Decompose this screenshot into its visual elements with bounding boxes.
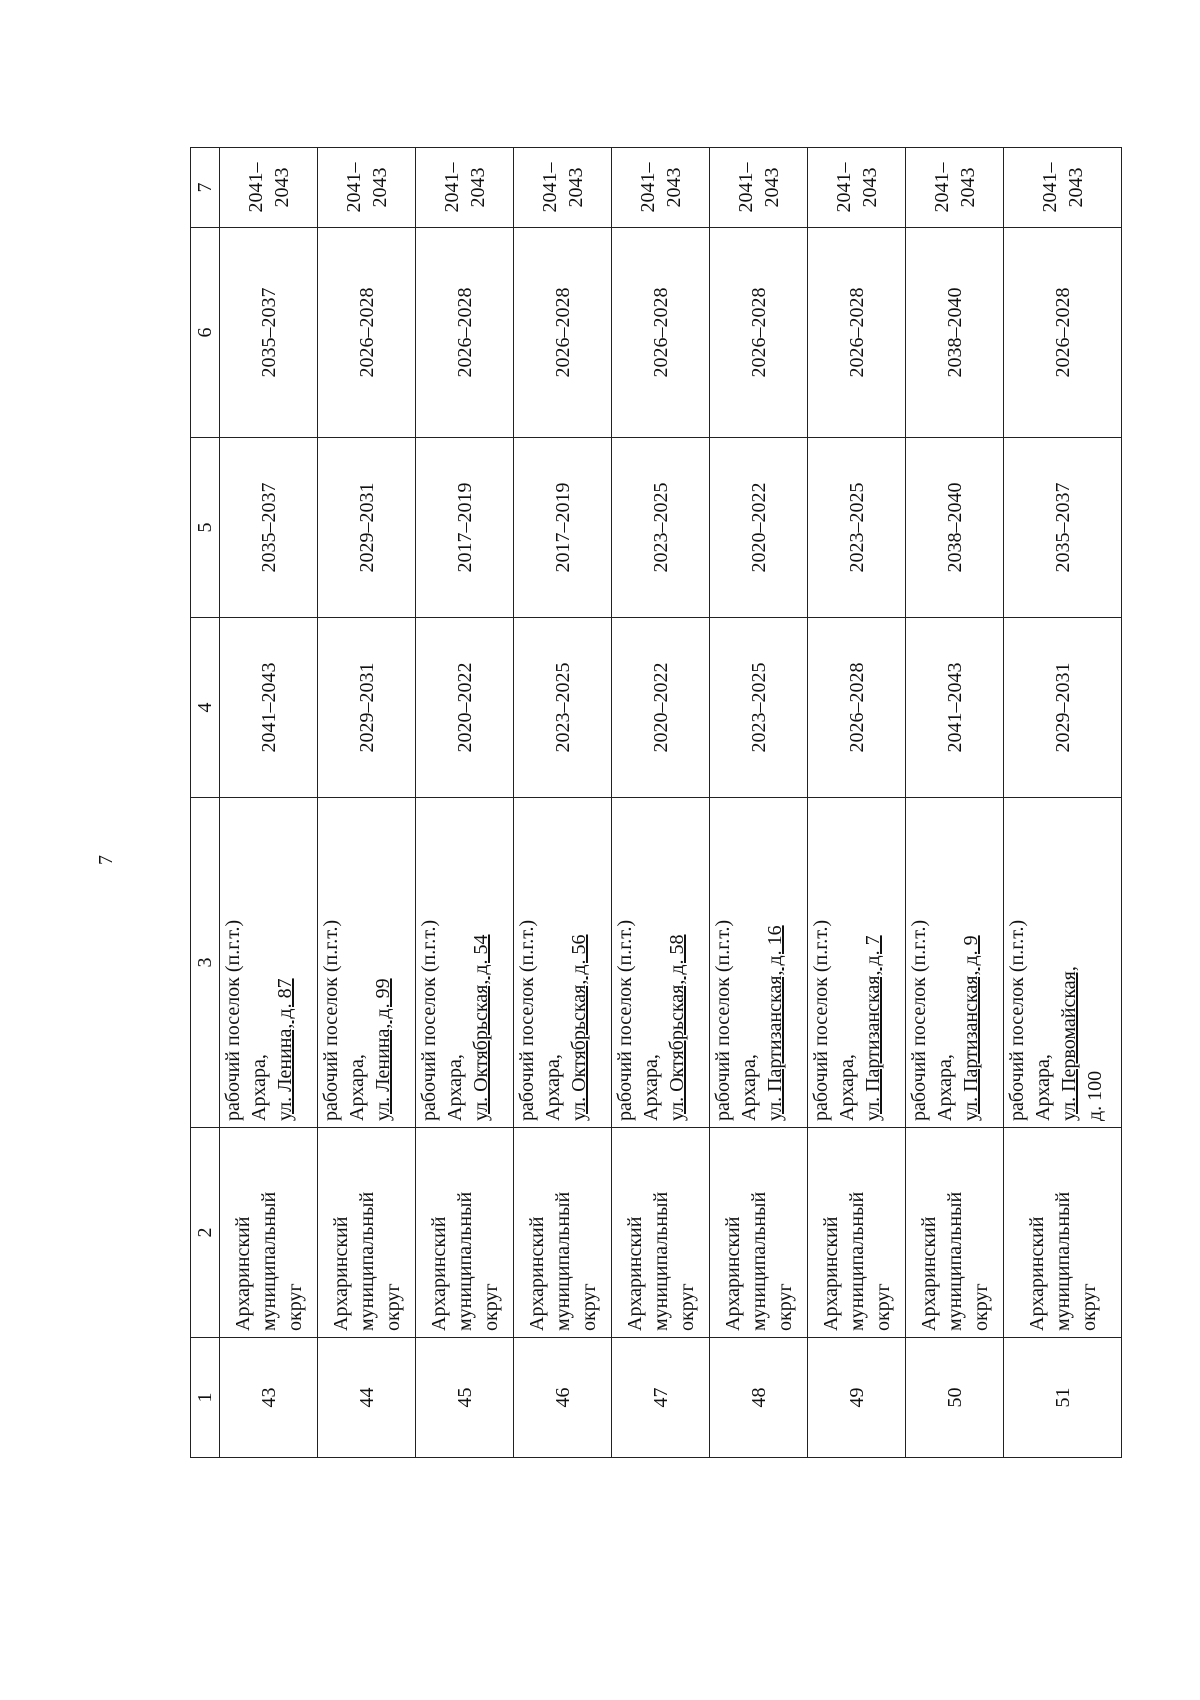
register-table <box>190 147 1122 1458</box>
address-line: ул. Октябрьская, д. 58 <box>666 934 688 1121</box>
district-line: муниципальный <box>551 1191 574 1331</box>
period-col-5: 2020–2022 <box>710 438 808 618</box>
address-cell <box>906 798 1004 1128</box>
table-row <box>612 148 710 1458</box>
address-line: ул. Октябрьская, д. 54 <box>470 934 492 1121</box>
period-col-5: 2035–2037 <box>1004 438 1122 618</box>
district-cell <box>220 1128 318 1338</box>
district-cell <box>1004 1128 1122 1338</box>
district-line: муниципальный <box>649 1191 672 1331</box>
district-line: Архаринский <box>623 1216 646 1331</box>
address-line: Архара, <box>346 1054 368 1121</box>
period-col-5: 2017–2019 <box>416 438 514 618</box>
row-number: 48 <box>710 1338 808 1458</box>
row-number: 46 <box>514 1338 612 1458</box>
row-number: 51 <box>1004 1338 1122 1458</box>
address-line: ул. Партизанская, д. 7 <box>862 935 884 1121</box>
address-line: ул. Ленина, д. 87 <box>274 978 296 1121</box>
period-col-7: 2041–2043 <box>416 148 514 228</box>
address-line: Архара, <box>1032 1054 1054 1121</box>
period-col-4: 2041–2043 <box>220 618 318 798</box>
district-line: округ <box>283 1283 306 1331</box>
period-col-7: 2041–2043 <box>710 148 808 228</box>
table-row <box>514 148 612 1458</box>
address-line: Архара, <box>738 1054 760 1121</box>
column-header-5: 5 <box>191 438 220 618</box>
period-col-6: 2026–2028 <box>318 228 416 438</box>
address-line: рабочий поселок (п.г.т.) <box>222 919 244 1121</box>
table-row <box>710 148 808 1458</box>
period-col-6: 2026–2028 <box>808 228 906 438</box>
district-cell <box>514 1128 612 1338</box>
row-number: 47 <box>612 1338 710 1458</box>
period-col-7: 2041–2043 <box>220 148 318 228</box>
row-number: 49 <box>808 1338 906 1458</box>
address-line: д. 100 <box>1084 1070 1106 1121</box>
district-cell <box>318 1128 416 1338</box>
district-line: округ <box>969 1283 992 1331</box>
district-line: округ <box>1077 1283 1100 1331</box>
row-number: 50 <box>906 1338 1004 1458</box>
address-cell <box>318 798 416 1128</box>
period-col-6: 2026–2028 <box>1004 228 1122 438</box>
address-line: Архара, <box>248 1054 270 1121</box>
address-line: ул. Первомайская, <box>1058 966 1080 1121</box>
period-col-6: 2026–2028 <box>514 228 612 438</box>
district-line: Архаринский <box>525 1216 548 1331</box>
period-col-7: 2041–2043 <box>612 148 710 228</box>
period-col-5: 2029–2031 <box>318 438 416 618</box>
column-header-7: 7 <box>191 148 220 228</box>
period-col-5: 2023–2025 <box>612 438 710 618</box>
period-col-6: 2026–2028 <box>710 228 808 438</box>
row-number: 45 <box>416 1338 514 1458</box>
address-line: ул. Партизанская, д. 16 <box>764 925 786 1121</box>
address-line: ул. Партизанская, д. 9 <box>960 935 982 1121</box>
address-line: Архара, <box>934 1054 956 1121</box>
address-cell <box>514 798 612 1128</box>
column-header-2: 2 <box>191 1128 220 1338</box>
district-line: муниципальный <box>1051 1191 1074 1331</box>
address-line: рабочий поселок (п.г.т.) <box>516 919 538 1121</box>
address-cell <box>220 798 318 1128</box>
period-col-7: 2041–2043 <box>808 148 906 228</box>
period-col-4: 2020–2022 <box>416 618 514 798</box>
district-cell <box>612 1128 710 1338</box>
address-line: рабочий поселок (п.г.т.) <box>320 919 342 1121</box>
district-line: муниципальный <box>355 1191 378 1331</box>
district-line: Архаринский <box>427 1216 450 1331</box>
address-cell <box>612 798 710 1128</box>
table-row <box>906 148 1004 1458</box>
address-cell <box>710 798 808 1128</box>
period-col-7: 2041–2043 <box>318 148 416 228</box>
address-line: Архара, <box>836 1054 858 1121</box>
address-line: рабочий поселок (п.г.т.) <box>1006 919 1028 1121</box>
address-line: рабочий поселок (п.г.т.) <box>418 919 440 1121</box>
district-cell <box>416 1128 514 1338</box>
period-col-7: 2041–2043 <box>514 148 612 228</box>
column-header-6: 6 <box>191 228 220 438</box>
table-row <box>1004 148 1122 1458</box>
period-col-7: 2041–2043 <box>1004 148 1122 228</box>
period-col-7: 2041–2043 <box>906 148 1004 228</box>
district-line: Архаринский <box>231 1216 254 1331</box>
row-number: 44 <box>318 1338 416 1458</box>
address-line: ул. Октябрьская, д. 56 <box>568 934 590 1121</box>
address-cell <box>1004 798 1122 1128</box>
address-line: рабочий поселок (п.г.т.) <box>614 919 636 1121</box>
district-line: муниципальный <box>257 1191 280 1331</box>
district-line: округ <box>577 1283 600 1331</box>
address-line: ул. Ленина, д. 99 <box>372 978 394 1121</box>
period-col-4: 2029–2031 <box>1004 618 1122 798</box>
address-line: Архара, <box>640 1054 662 1121</box>
period-col-4: 2020–2022 <box>612 618 710 798</box>
address-line: Архара, <box>542 1054 564 1121</box>
period-col-5: 2023–2025 <box>808 438 906 618</box>
district-line: Архаринский <box>819 1216 842 1331</box>
address-line: рабочий поселок (п.г.т.) <box>908 919 930 1121</box>
address-cell <box>808 798 906 1128</box>
column-header-4: 4 <box>191 618 220 798</box>
address-line: рабочий поселок (п.г.т.) <box>810 919 832 1121</box>
address-line: Архара, <box>444 1054 466 1121</box>
period-col-4: 2029–2031 <box>318 618 416 798</box>
district-line: муниципальный <box>943 1191 966 1331</box>
district-line: Архаринский <box>721 1216 744 1331</box>
register-table-container <box>190 148 1120 1458</box>
period-col-6: 2026–2028 <box>612 228 710 438</box>
address-cell <box>416 798 514 1128</box>
district-line: округ <box>773 1283 796 1331</box>
district-line: округ <box>479 1283 502 1331</box>
period-col-4: 2026–2028 <box>808 618 906 798</box>
district-line: муниципальный <box>845 1191 868 1331</box>
period-col-4: 2041–2043 <box>906 618 1004 798</box>
table-body <box>220 148 1122 1458</box>
period-col-6: 2038–2040 <box>906 228 1004 438</box>
table-row <box>220 148 318 1458</box>
period-col-5: 2035–2037 <box>220 438 318 618</box>
table-row <box>318 148 416 1458</box>
district-line: округ <box>381 1283 404 1331</box>
district-line: муниципальный <box>747 1191 770 1331</box>
column-header-3: 3 <box>191 798 220 1128</box>
column-header-1: 1 <box>191 1338 220 1458</box>
address-line: рабочий поселок (п.г.т.) <box>712 919 734 1121</box>
page-number: 7 <box>95 855 117 865</box>
period-col-6: 2026–2028 <box>416 228 514 438</box>
district-line: Архаринский <box>917 1216 940 1331</box>
period-col-5: 2017–2019 <box>514 438 612 618</box>
column-number-row <box>191 148 220 1458</box>
district-line: Архаринский <box>329 1216 352 1331</box>
period-col-4: 2023–2025 <box>710 618 808 798</box>
district-line: муниципальный <box>453 1191 476 1331</box>
period-col-4: 2023–2025 <box>514 618 612 798</box>
period-col-5: 2038–2040 <box>906 438 1004 618</box>
table-row <box>808 148 906 1458</box>
district-cell <box>808 1128 906 1338</box>
period-col-6: 2035–2037 <box>220 228 318 438</box>
district-cell <box>710 1128 808 1338</box>
district-line: округ <box>675 1283 698 1331</box>
district-line: Архаринский <box>1025 1216 1048 1331</box>
table-row <box>416 148 514 1458</box>
district-cell <box>906 1128 1004 1338</box>
district-line: округ <box>871 1283 894 1331</box>
row-number: 43 <box>220 1338 318 1458</box>
